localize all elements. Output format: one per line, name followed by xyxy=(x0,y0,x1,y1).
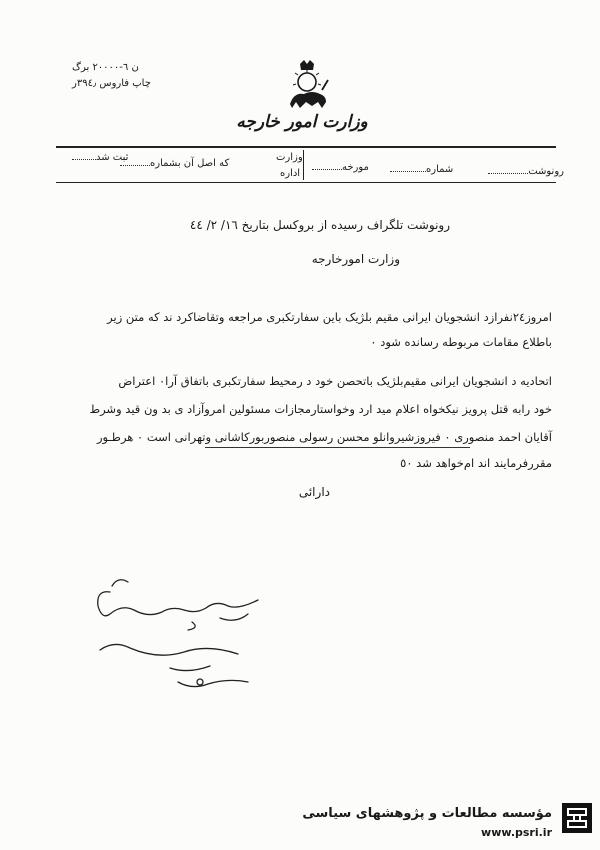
telegram-heading: رونوشت تلگراف رسیده از بروکسل بتاریخ ١٦/ ٢/ ٤٤ xyxy=(189,218,450,232)
signature-text: دارائی xyxy=(298,485,330,499)
ministry-title: وزارت امور خارجه xyxy=(236,112,368,132)
institute-name: مؤسسه مطالعات و پژوهشهای سیاسی xyxy=(302,806,552,821)
handwritten-annotation xyxy=(88,570,268,710)
header-rule-bottom xyxy=(56,182,556,183)
addressee: وزارت امورخارجه xyxy=(311,252,400,266)
institute-url[interactable]: www.psri.ir xyxy=(481,826,552,839)
letter-line: امروز٢٤نفرازد انشجویان ایرانی مقیم بلژیک باین سفارتکبری مراجعه وتقاضاکرد ند که متن زیر xyxy=(107,310,552,324)
number-field: شماره xyxy=(390,164,453,175)
registered-label: ثبت شد xyxy=(72,152,128,163)
copy-field: رونوشت xyxy=(488,166,564,177)
department-field-label: اداره xyxy=(280,168,301,179)
ministry-field-label: وزارت xyxy=(276,152,303,163)
printer-note: چاپ فاروس ۳۹٤٫ر xyxy=(72,78,151,89)
letter-line: خود رابه قتل پرویز نیکخواه اعلام مید ارد وخواستارمجازات مسئولین امروآزاد ی بد ون قید وشرط xyxy=(89,402,552,416)
letter-line: آقایان احمد منصوری ٠ فیروزشیروانلو محسن رسولی منصوربورکاشانی وتهرانی است ٠ هرطـور xyxy=(96,430,552,444)
letter-line: مقررفرمایند اند ام‌خواهد شد ٥٠ xyxy=(400,456,552,470)
form-serial: ن ٦-٢٠٠٠٠ برگ xyxy=(72,62,139,73)
header-divider xyxy=(303,150,304,180)
original-number-label: که اصل آن بشماره xyxy=(120,158,229,169)
letter-line: اتحادیه د انشجویان ایرانی مقیم‌بلژیک باتحصن خود د رمحیط سفارتکبری باتفاق آرا٠ اعتراض xyxy=(118,374,552,388)
lion-and-sun-emblem-icon xyxy=(282,58,332,112)
institute-logo-icon xyxy=(562,803,592,833)
letter-line: باطلاع مقامات مربوطه رسانده شود ٠ xyxy=(370,335,552,349)
names-underline xyxy=(205,447,470,448)
header-rule-top xyxy=(56,146,556,148)
date-field: مورخه xyxy=(312,162,369,173)
